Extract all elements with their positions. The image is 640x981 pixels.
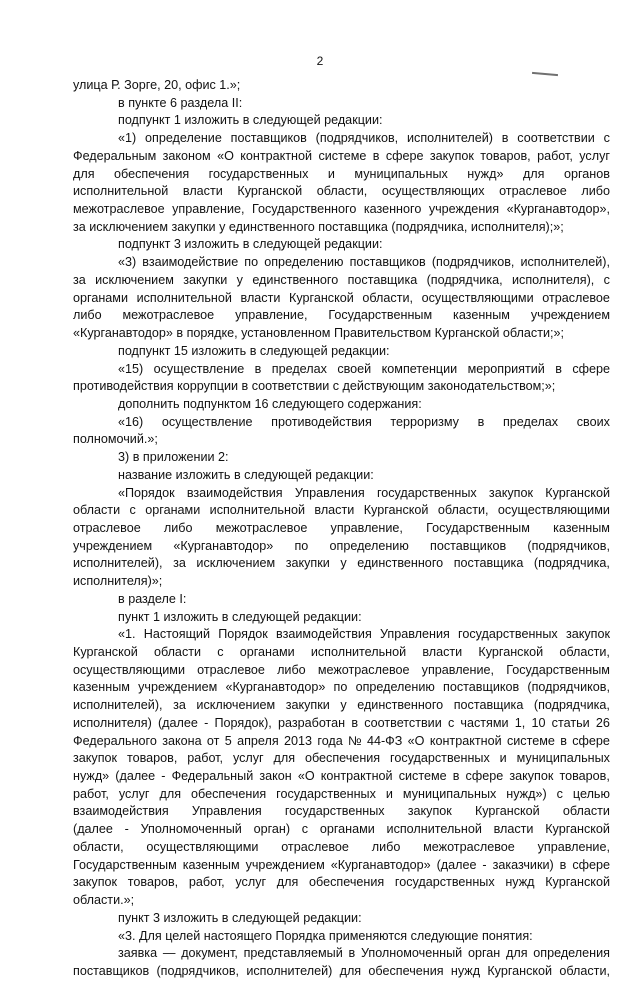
pen-mark [532, 72, 558, 76]
text-line: улица Р. Зорге, 20, офис 1.»; [73, 78, 241, 92]
text-line: закупок товаров, работ, услуг для обеспечения государственных нужд Курганской [73, 875, 610, 890]
text-line: закупок товаров, работ, услуг для обеспечения государственных и муниципальных [73, 751, 610, 766]
text-line: взаимодействия Управления государственных закупок Курганской области [73, 804, 610, 819]
text-line: «3) взаимодействие по определению поставщиков (подрядчиков, исполнителей), [118, 255, 610, 270]
text-line: название изложить в следующей редакции: [118, 467, 374, 482]
text-line: либо межотраслевое управление, Государственным казенным учреждением [73, 308, 610, 323]
text-line: области с органами исполнительной власти Курганской области, осуществляющими [73, 503, 610, 518]
text-line: для обеспечения государственных и муниципальных нужд» для органов [73, 166, 610, 181]
text-line: заявка — документ, представляемый в Уполномоченный орган для определения [118, 946, 610, 961]
text-line: казенным учреждением «Курганавтодор» по определению поставщиков (подрядчиков, [73, 680, 610, 695]
text-line: в пункте 6 раздела II: [118, 95, 243, 110]
text-line: Федерального закона от 5 апреля 2013 года № 44-ФЗ «О контрактной системе в сфере [73, 733, 610, 748]
text-line: в разделе I: [118, 591, 187, 606]
text-line: полномочий.»; [73, 432, 158, 447]
text-line: «Курганавтодор» в порядке, установленном Правительством Курганской области;»; [73, 326, 565, 341]
text-line: противодействия коррупции в соответствии с действующим законодательством;»; [73, 379, 556, 394]
text-line: подпункт 3 изложить в следующей редакции: [118, 237, 383, 252]
text-line: Федеральным законом «О контрактной системе в сфере закупок товаров, работ, услуг [73, 148, 610, 163]
text-line: органами исполнительной власти Курганской области, осуществляющими отраслевое [73, 290, 610, 305]
text-line: «3. Для целей настоящего Порядка применяются следующие понятия: [118, 928, 533, 943]
text-line: области, осуществляющими отраслевое либо межотраслевое управление, [73, 839, 610, 854]
text-line: «1) определение поставщиков (подрядчиков, исполнителей) в соответствии с [118, 131, 610, 146]
text-line: работ, услуг для обеспечения государственных и муниципальных нужд») с целью [73, 786, 610, 801]
text-line: отраслевое либо межотраслевое управление, Государственным казенным [73, 520, 610, 535]
text-line: области.»; [73, 893, 135, 908]
text-line: исполнительной власти Курганской области, осуществляющих отраслевое либо [73, 184, 610, 199]
text-line: Государственным казенным учреждением «Курганавтодор» (далее - заказчики) в сфере [73, 857, 610, 872]
text-line: за исключением закупки у единственного поставщика (подрядчика, исполнителя), с [73, 272, 610, 287]
text-line: подпункт 15 изложить в следующей редакции: [118, 343, 390, 358]
text-line: (далее - Уполномоченный орган) с органами исполнительной власти Курганской [73, 822, 610, 837]
text-line: 3) в приложении 2: [118, 450, 229, 465]
text-line: межотраслевое управление, Государственного казенного учреждения «Курганавтодор», [73, 202, 610, 217]
text-line: подпункт 1 изложить в следующей редакции: [118, 113, 383, 128]
text-line: осуществляющими отраслевое либо межотраслевое управление, Государственным [73, 662, 610, 677]
text-line: исполнителей), за исключением закупки у единственного поставщика (подрядчика, [73, 698, 610, 713]
text-line: поставщиков (подрядчиков, исполнителей) для обеспечения нужд Курганской области, [73, 963, 610, 978]
text-line: нужд» (далее - Федеральный закон «О контрактной системе в сфере закупок товаров, [73, 769, 610, 784]
text-line: исполнителя)»; [73, 574, 163, 589]
page-number: 2 [316, 54, 324, 68]
text-line: «1. Настоящий Порядок взаимодействия Управления государственных закупок [118, 627, 610, 642]
text-line: дополнить подпунктом 16 следующего содержания: [118, 396, 422, 411]
text-line: «15) осуществление в пределах своей компетенции мероприятий в сфере [118, 361, 610, 376]
text-line: «Порядок взаимодействия Управления государственных закупок Курганской [118, 485, 610, 500]
text-line: исполнителя) (далее - Порядок), разработан в соответствии с частями 1, 10 статьи 26 [73, 715, 610, 730]
text-line: пункт 3 изложить в следующей редакции: [118, 910, 362, 925]
text-line: исполнителей), за исключением закупки у единственного поставщика (подрядчика, [73, 556, 610, 571]
text-line: пункт 1 изложить в следующей редакции: [118, 609, 362, 624]
document-body [73, 77, 610, 981]
text-line: Курганской области с органами исполнительной власти Курганской области, [73, 645, 610, 659]
text-line: учреждением «Курганавтодор» по определению поставщиков (подрядчиков, [73, 538, 610, 553]
text-line: за исключением закупки у единственного поставщика (подрядчика, исполнителя);»; [73, 219, 564, 234]
text-line: «16) осуществление противодействия терроризму в пределах своих [118, 414, 610, 429]
